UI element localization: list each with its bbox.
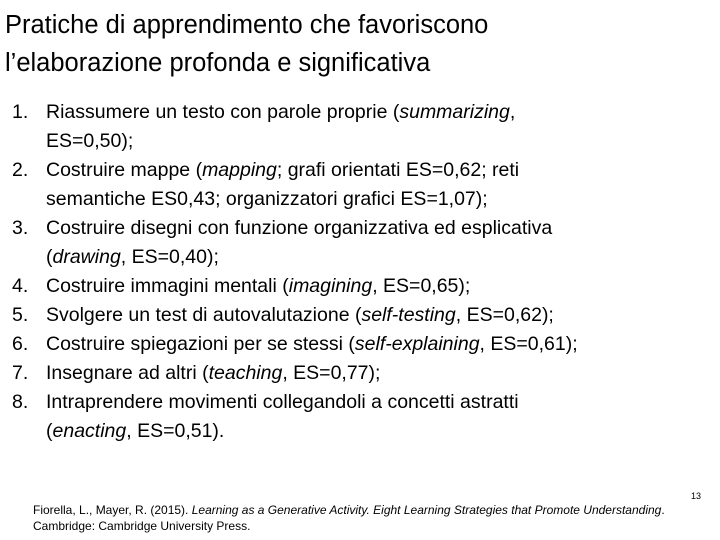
item-text <box>46 156 720 185</box>
item-text-part: ( <box>46 246 53 268</box>
item-english-term: mapping <box>202 159 277 181</box>
reference-authors: Fiorella, L., Mayer, R. (2015). <box>33 503 192 517</box>
item-text <box>46 301 720 330</box>
item-english-term: self-testing <box>361 304 456 326</box>
item-english-term: imagining <box>288 275 373 297</box>
item-text <box>46 272 720 301</box>
item-text-line2: semantiche ES0,43; organizzatori grafici ES=1,07); <box>46 188 488 210</box>
item-number: 6. <box>12 333 29 355</box>
item-text-line2 <box>46 243 720 272</box>
item-text <box>46 330 720 359</box>
item-text-line2 <box>46 417 720 446</box>
list-item <box>0 359 720 388</box>
item-text-line2: ES=0,50); <box>46 130 134 152</box>
item-text-part: Costruire mappe ( <box>46 159 203 181</box>
practices-list <box>0 98 720 446</box>
item-text: Costruire disegni con funzione organizzativa ed esplicativa <box>46 217 553 239</box>
item-english-term: teaching <box>208 362 283 384</box>
item-number: 4. <box>12 275 29 297</box>
item-text-part: , <box>509 101 516 123</box>
item-text-part: ; grafi orientati ES=0,62; reti <box>276 159 520 181</box>
item-text-part: Costruire immagini mentali ( <box>46 275 289 297</box>
item-text-part: , ES=0,40); <box>120 246 219 268</box>
title-line-2: l’elaborazione profonda e significativa <box>5 49 431 77</box>
item-english-term: self-explaining <box>354 333 480 355</box>
list-item <box>0 98 720 156</box>
list-item <box>0 156 720 214</box>
item-text <box>46 98 720 127</box>
reference-title: Learning as a Generative Activity. Eight Learning Strategies that Promote Understanding <box>191 503 662 517</box>
reference-publisher: . Cambridge: Cambridge University Press. <box>33 503 665 533</box>
item-number: 2. <box>12 159 29 181</box>
slide-title <box>5 6 705 82</box>
item-text-part: , ES=0,61); <box>479 333 578 355</box>
list-item <box>0 330 720 359</box>
item-number: 7. <box>12 362 29 384</box>
item-number: 5. <box>12 304 29 326</box>
item-english-term: drawing <box>52 246 121 268</box>
item-english-term: summarizing <box>399 101 510 123</box>
item-text <box>46 359 720 388</box>
list-item <box>0 301 720 330</box>
item-text-part: , ES=0,77); <box>282 362 381 384</box>
list-item <box>0 214 720 272</box>
title-line-1: Pratiche di apprendimento che favoriscono <box>5 11 489 39</box>
item-number: 3. <box>12 217 29 239</box>
item-number: 1. <box>12 101 29 123</box>
list-item <box>0 272 720 301</box>
bibliographic-reference <box>33 502 693 534</box>
item-text-part: ( <box>46 420 53 442</box>
item-text-part: , ES=0,62); <box>455 304 554 326</box>
list-item <box>0 388 720 446</box>
item-number: 8. <box>12 391 29 413</box>
page-number: 13 <box>691 491 702 501</box>
item-text-part: Insegnare ad altri ( <box>46 362 209 384</box>
item-english-term: enacting <box>52 420 127 442</box>
item-text-part: , ES=0,65); <box>372 275 471 297</box>
item-text: Intraprendere movimenti collegandoli a concetti astratti <box>46 391 519 413</box>
item-text-part: Costruire spiegazioni per se stessi ( <box>46 333 355 355</box>
item-text-part: Svolgere un test di autovalutazione ( <box>46 304 362 326</box>
item-text-part: , ES=0,51). <box>126 420 225 442</box>
item-text-part: Riassumere un testo con parole proprie ( <box>46 101 400 123</box>
